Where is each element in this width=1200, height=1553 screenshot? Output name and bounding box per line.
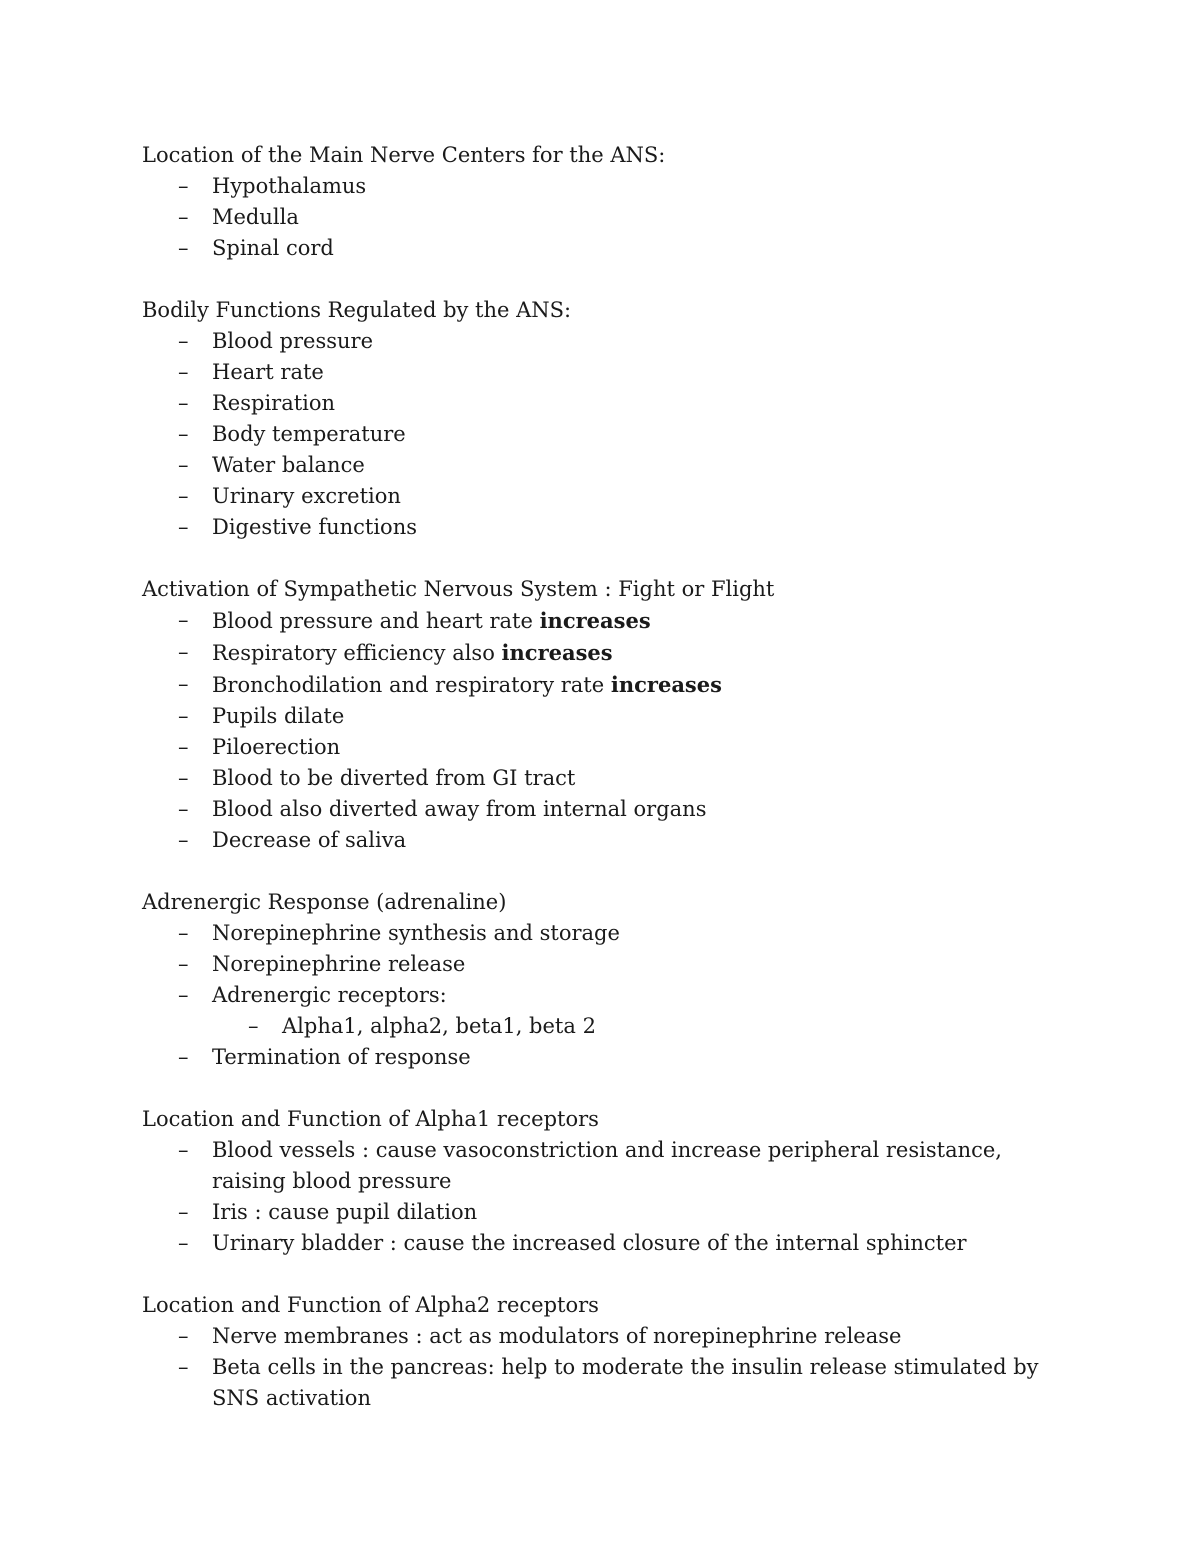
list-item: – Spinal cord bbox=[142, 233, 1062, 264]
list-item: – Bronchodilation and respiratory rate increases bbox=[142, 669, 1062, 701]
dash-bullet: – bbox=[178, 360, 189, 384]
dash-bullet: – bbox=[178, 1231, 189, 1255]
dash-bullet: – bbox=[178, 608, 189, 632]
dash-bullet: – bbox=[178, 453, 189, 477]
dash-bullet: – bbox=[178, 921, 189, 945]
list-item: – Water balance bbox=[142, 450, 1062, 481]
dash-bullet: – bbox=[178, 1138, 189, 1162]
dash-bullet: – bbox=[178, 422, 189, 446]
list-item: – Termination of response bbox=[142, 1042, 1062, 1073]
dash-bullet: – bbox=[178, 735, 189, 759]
section-alpha1-receptors bbox=[142, 1104, 1062, 1259]
section-ans-nerve-centers bbox=[142, 140, 1062, 264]
list-item: – Digestive functions bbox=[142, 512, 1062, 543]
emphasis-text: increases bbox=[539, 608, 651, 633]
list-item: – Blood pressure and heart rate increases bbox=[142, 605, 1062, 637]
dash-bullet: – bbox=[178, 1324, 189, 1348]
bullet-list bbox=[142, 1135, 1062, 1259]
dash-bullet: – bbox=[178, 174, 189, 198]
dash-bullet: – bbox=[178, 205, 189, 229]
dash-bullet: – bbox=[178, 704, 189, 728]
dash-bullet: – bbox=[178, 1045, 189, 1069]
bullet-list bbox=[142, 605, 1062, 856]
section-heading: Location and Function of Alpha1 receptors bbox=[142, 1107, 599, 1131]
section-heading: Location of the Main Nerve Centers for the ANS: bbox=[142, 143, 666, 167]
list-item: – Urinary bladder : cause the increased closure of the internal sphincter bbox=[142, 1228, 1062, 1259]
dash-bullet: – bbox=[178, 515, 189, 539]
list-item: – Medulla bbox=[142, 202, 1062, 233]
list-item: – Blood also diverted away from internal organs bbox=[142, 794, 1062, 825]
document-page bbox=[142, 140, 1062, 1445]
section-heading: Location and Function of Alpha2 receptors bbox=[142, 1293, 599, 1317]
list-item: – Blood vessels : cause vasoconstriction and increase peripheral resistance, raising blood pressure bbox=[142, 1135, 1062, 1197]
dash-bullet: – bbox=[178, 797, 189, 821]
dash-bullet: – bbox=[178, 1200, 189, 1224]
list-item: – Body temperature bbox=[142, 419, 1062, 450]
emphasis-text: increases bbox=[501, 640, 613, 665]
bullet-list bbox=[142, 326, 1062, 543]
section-heading: Bodily Functions Regulated by the ANS: bbox=[142, 298, 572, 322]
dash-bullet: – bbox=[178, 766, 189, 790]
list-item: – Respiration bbox=[142, 388, 1062, 419]
section-heading: Adrenergic Response (adrenaline) bbox=[142, 890, 507, 914]
list-item: – Adrenergic receptors: bbox=[142, 980, 1062, 1011]
list-item: – Nerve membranes : act as modulators of norepinephrine release bbox=[142, 1321, 1062, 1352]
list-item: – Beta cells in the pancreas: help to moderate the insulin release stimulated by SNS activation bbox=[142, 1352, 1062, 1414]
list-item: – Pupils dilate bbox=[142, 701, 1062, 732]
list-item: – Heart rate bbox=[142, 357, 1062, 388]
section-adrenergic-response bbox=[142, 887, 1062, 1073]
dash-bullet: – bbox=[178, 391, 189, 415]
section-sympathetic-activation bbox=[142, 574, 1062, 856]
dash-bullet: – bbox=[178, 983, 189, 1007]
dash-bullet: – bbox=[178, 952, 189, 976]
bullet-list bbox=[142, 171, 1062, 264]
list-item: – Norepinephrine synthesis and storage bbox=[142, 918, 1062, 949]
sub-list-item: – Alpha1, alpha2, beta1, beta 2 bbox=[142, 1011, 1062, 1042]
dash-bullet: – bbox=[178, 484, 189, 508]
list-item: – Blood to be diverted from GI tract bbox=[142, 763, 1062, 794]
list-item: – Decrease of saliva bbox=[142, 825, 1062, 856]
section-heading: Activation of Sympathetic Nervous System : Fight or Flight bbox=[142, 577, 775, 601]
list-item: – Piloerection bbox=[142, 732, 1062, 763]
list-item: – Norepinephrine release bbox=[142, 949, 1062, 980]
list-item: – Urinary excretion bbox=[142, 481, 1062, 512]
emphasis-text: increases bbox=[610, 672, 722, 697]
bullet-list bbox=[142, 918, 1062, 1073]
bullet-list bbox=[142, 1321, 1062, 1414]
list-item: – Respiratory efficiency also increases bbox=[142, 637, 1062, 669]
dash-bullet: – bbox=[178, 672, 189, 696]
dash-bullet: – bbox=[178, 329, 189, 353]
list-item: – Iris : cause pupil dilation bbox=[142, 1197, 1062, 1228]
section-alpha2-receptors bbox=[142, 1290, 1062, 1414]
dash-bullet: – bbox=[178, 828, 189, 852]
dash-bullet: – bbox=[178, 236, 189, 260]
dash-bullet: – bbox=[178, 640, 189, 664]
section-bodily-functions bbox=[142, 295, 1062, 543]
dash-bullet: – bbox=[248, 1014, 259, 1038]
list-item: – Blood pressure bbox=[142, 326, 1062, 357]
list-item: – Hypothalamus bbox=[142, 171, 1062, 202]
dash-bullet: – bbox=[178, 1355, 189, 1379]
